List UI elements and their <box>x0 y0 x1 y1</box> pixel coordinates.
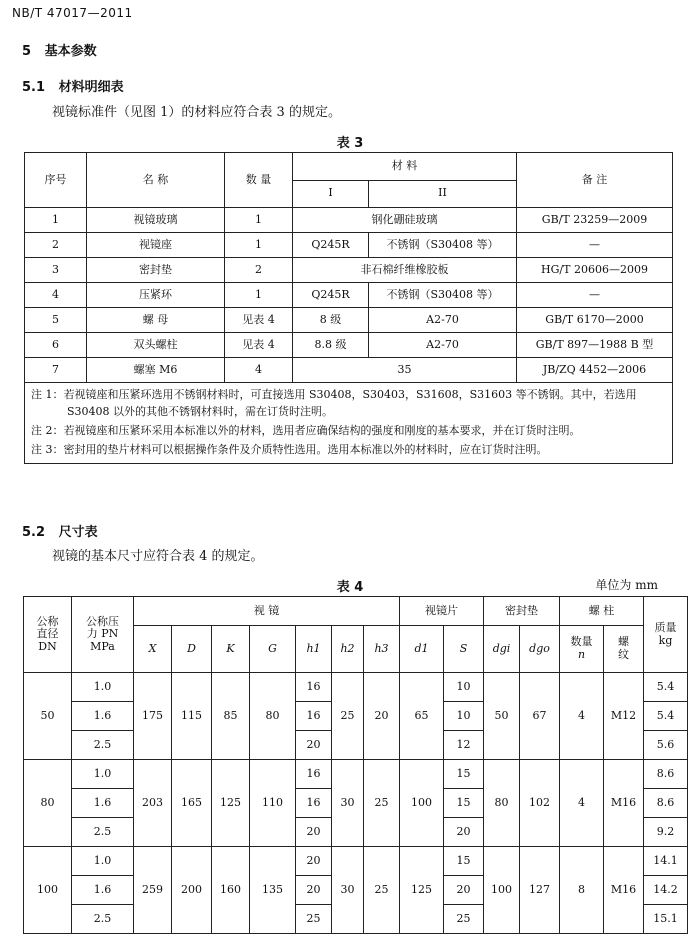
header-name: 名 称 <box>87 153 225 208</box>
cell: 双头螺柱 <box>87 333 225 358</box>
cell: Q245R <box>293 233 369 258</box>
cell: 螺 母 <box>87 308 225 333</box>
note-1: 注 1：若视镜座和压紧环选用不锈钢材料时，可直接选用 S30408，S30403，S31608，S31603 等不锈钢。其中，若选用 S30408 以外的其他不锈钢材料时，需在订货时注明。 <box>31 388 637 419</box>
cell: 115 <box>172 673 212 760</box>
cell: 20 <box>444 818 484 847</box>
cell: 密封垫 <box>87 258 225 283</box>
section-title: 基本参数 <box>44 44 97 59</box>
cell: 135 <box>250 847 296 934</box>
paragraph-5-1: 视镜标准件（见图 1）的材料应符合表 3 的规定。 <box>52 105 341 120</box>
header-text: 公称压 <box>86 614 119 628</box>
cell: 80 <box>250 673 296 760</box>
header-mass <box>644 597 688 673</box>
cell: 125 <box>212 760 250 847</box>
cell: 80 <box>484 760 520 847</box>
cell: 1 <box>225 233 293 258</box>
cell: 钢化硼硅玻璃 <box>293 208 517 233</box>
header-h2: h2 <box>332 626 364 673</box>
cell: 110 <box>250 760 296 847</box>
header-thread <box>604 626 644 673</box>
table-row <box>25 333 673 358</box>
cell: 1.0 <box>72 673 134 702</box>
section-number: 5 <box>22 44 32 59</box>
cell: 20 <box>296 847 332 876</box>
cell: 2 <box>225 258 293 283</box>
cell: 200 <box>172 847 212 934</box>
cell: 1.0 <box>72 760 134 789</box>
cell: 1.6 <box>72 789 134 818</box>
cell: 10 <box>444 673 484 702</box>
table-notes <box>25 383 673 464</box>
section-number: 5.2 <box>22 525 46 540</box>
cell: 压紧环 <box>87 283 225 308</box>
cell: 非石棉纤维橡胶板 <box>293 258 517 283</box>
cell: 9.2 <box>644 818 688 847</box>
cell: 25 <box>296 905 332 934</box>
section-title: 材料明细表 <box>58 80 124 95</box>
cell: 203 <box>134 760 172 847</box>
cell: 1.6 <box>72 876 134 905</box>
cell: 见表 4 <box>225 333 293 358</box>
header-text: MPa <box>90 639 115 653</box>
cell: 50 <box>484 673 520 760</box>
cell: 8.8 级 <box>293 333 369 358</box>
header-remark: 备 注 <box>517 153 673 208</box>
cell: 16 <box>296 702 332 731</box>
cell: 25 <box>332 673 364 760</box>
cell: 4 <box>560 673 604 760</box>
cell: 15 <box>444 760 484 789</box>
cell: 67 <box>520 673 560 760</box>
header-qty <box>560 626 604 673</box>
table-3-caption: 表 3 <box>336 136 364 151</box>
cell: 14.2 <box>644 876 688 905</box>
cell: 16 <box>296 789 332 818</box>
cell: 6 <box>25 333 87 358</box>
cell: 20 <box>296 876 332 905</box>
cell: M16 <box>604 760 644 847</box>
cell: 25 <box>444 905 484 934</box>
paragraph-5-2: 视镜的基本尺寸应符合表 4 的规定。 <box>52 549 264 564</box>
cell: 5.4 <box>644 673 688 702</box>
table-row <box>25 308 673 333</box>
header-h3: h3 <box>364 626 400 673</box>
header-material: 材 料 <box>293 153 517 181</box>
cell: 8.6 <box>644 760 688 789</box>
cell: 100 <box>400 760 444 847</box>
table-header-row <box>25 153 673 181</box>
cell: GB/T 897—1988 B 型 <box>517 333 673 358</box>
header-text: 直径 <box>36 627 59 641</box>
cell: M12 <box>604 673 644 760</box>
cell: 2.5 <box>72 818 134 847</box>
cell: 65 <box>400 673 444 760</box>
cell: 175 <box>134 673 172 760</box>
section-5-1-heading <box>22 76 124 95</box>
header-dgi: dgi <box>484 626 520 673</box>
header-d1: d1 <box>400 626 444 673</box>
header-text: DN <box>38 639 57 653</box>
section-number: 5.1 <box>22 80 46 95</box>
header-text: n <box>577 648 586 661</box>
cell: 视镜玻璃 <box>87 208 225 233</box>
table-row <box>25 358 673 383</box>
header-h1: h1 <box>296 626 332 673</box>
cell: 螺塞 M6 <box>87 358 225 383</box>
table-row <box>25 233 673 258</box>
cell: A2-70 <box>369 333 517 358</box>
cell: 15 <box>444 847 484 876</box>
cell: 16 <box>296 673 332 702</box>
table-notes-row <box>25 383 673 464</box>
cell: 2.5 <box>72 731 134 760</box>
cell: 125 <box>400 847 444 934</box>
cell: 4 <box>560 760 604 847</box>
cell: 35 <box>293 358 517 383</box>
header-mirror: 视 镜 <box>134 597 400 626</box>
cell: 20 <box>296 731 332 760</box>
header-s: S <box>444 626 484 673</box>
cell: 100 <box>24 847 72 934</box>
header-glass: 视镜片 <box>400 597 484 626</box>
cell: 259 <box>134 847 172 934</box>
cell: 15 <box>444 789 484 818</box>
header-d: D <box>172 626 212 673</box>
cell: — <box>517 233 673 258</box>
cell: 1 <box>225 283 293 308</box>
cell: 20 <box>296 818 332 847</box>
header-text: 纹 <box>618 648 630 661</box>
cell: 102 <box>520 760 560 847</box>
header-dn <box>24 597 72 673</box>
cell: 160 <box>212 847 250 934</box>
cell: 16 <box>296 760 332 789</box>
cell: 7 <box>25 358 87 383</box>
table-row <box>25 208 673 233</box>
cell: 25 <box>364 760 400 847</box>
cell: 20 <box>364 673 400 760</box>
section-title: 尺寸表 <box>58 525 98 540</box>
cell: 8 <box>560 847 604 934</box>
header-qty: 数 量 <box>225 153 293 208</box>
cell: — <box>517 283 673 308</box>
cell: 30 <box>332 847 364 934</box>
cell: A2-70 <box>369 308 517 333</box>
cell: 165 <box>172 760 212 847</box>
header-x: X <box>134 626 172 673</box>
section-5-heading <box>22 40 97 59</box>
cell: 10 <box>444 702 484 731</box>
header-text: 螺 <box>618 635 630 649</box>
cell: Q245R <box>293 283 369 308</box>
cell: 100 <box>484 847 520 934</box>
cell: 4 <box>25 283 87 308</box>
cell: JB/ZQ 4452—2006 <box>517 358 673 383</box>
table-row <box>24 760 688 789</box>
cell: M16 <box>604 847 644 934</box>
cell: 1.6 <box>72 702 134 731</box>
cell: 5.4 <box>644 702 688 731</box>
cell: 80 <box>24 760 72 847</box>
header-text: 数量 <box>570 635 593 649</box>
cell: 见表 4 <box>225 308 293 333</box>
cell: 1.0 <box>72 847 134 876</box>
cell: 20 <box>444 876 484 905</box>
table-header-row <box>24 597 688 626</box>
cell: 15.1 <box>644 905 688 934</box>
header-gasket: 密封垫 <box>484 597 560 626</box>
table-row <box>24 847 688 876</box>
cell: 3 <box>25 258 87 283</box>
header-no: 序号 <box>25 153 87 208</box>
header-k: K <box>212 626 250 673</box>
note-3: 注 3：密封用的垫片材料可以根据操作条件及介质特性选用。选用本标准以外的材料时，应在订货时注明。 <box>31 443 548 457</box>
header-stud: 螺 柱 <box>560 597 644 626</box>
cell: GB/T 6170—2000 <box>517 308 673 333</box>
header-g: G <box>250 626 296 673</box>
table-row <box>24 673 688 702</box>
header-text: kg <box>658 633 673 647</box>
cell: HG/T 20606—2009 <box>517 258 673 283</box>
section-5-2-heading <box>22 521 98 540</box>
header-dgo: dgo <box>520 626 560 673</box>
cell: 不锈钢（S30408 等） <box>369 233 517 258</box>
header-text: 力 PN <box>86 627 119 641</box>
cell: 12 <box>444 731 484 760</box>
cell: 8 级 <box>293 308 369 333</box>
table-4-caption: 表 4 <box>336 580 364 595</box>
table-3 <box>24 152 673 464</box>
cell: 5 <box>25 308 87 333</box>
table-4 <box>23 596 688 934</box>
cell: 1 <box>225 208 293 233</box>
header-material-ii: II <box>369 180 517 208</box>
cell: 4 <box>225 358 293 383</box>
cell: 14.1 <box>644 847 688 876</box>
cell: 50 <box>24 673 72 760</box>
unit-label: 单位为 mm <box>595 578 658 592</box>
cell: 85 <box>212 673 250 760</box>
cell: 127 <box>520 847 560 934</box>
note-2: 注 2：若视镜座和压紧环采用本标准以外的材料，选用者应确保结构的强度和刚度的基本要求，并在订货时注明。 <box>31 424 581 438</box>
header-text: 质量 <box>654 620 677 634</box>
cell: 25 <box>364 847 400 934</box>
cell: GB/T 23259—2009 <box>517 208 673 233</box>
header-text: 公称 <box>36 614 59 628</box>
header-material-i: I <box>293 180 369 208</box>
cell: 2 <box>25 233 87 258</box>
cell: 视镜座 <box>87 233 225 258</box>
table-row <box>25 258 673 283</box>
cell: 8.6 <box>644 789 688 818</box>
cell: 不锈钢（S30408 等） <box>369 283 517 308</box>
cell: 1 <box>25 208 87 233</box>
table-4-body <box>24 673 688 934</box>
header-pn <box>72 597 134 673</box>
cell: 5.6 <box>644 731 688 760</box>
table-row <box>25 283 673 308</box>
cell: 2.5 <box>72 905 134 934</box>
standard-code: NB/T 47017—2011 <box>12 6 133 20</box>
cell: 30 <box>332 760 364 847</box>
